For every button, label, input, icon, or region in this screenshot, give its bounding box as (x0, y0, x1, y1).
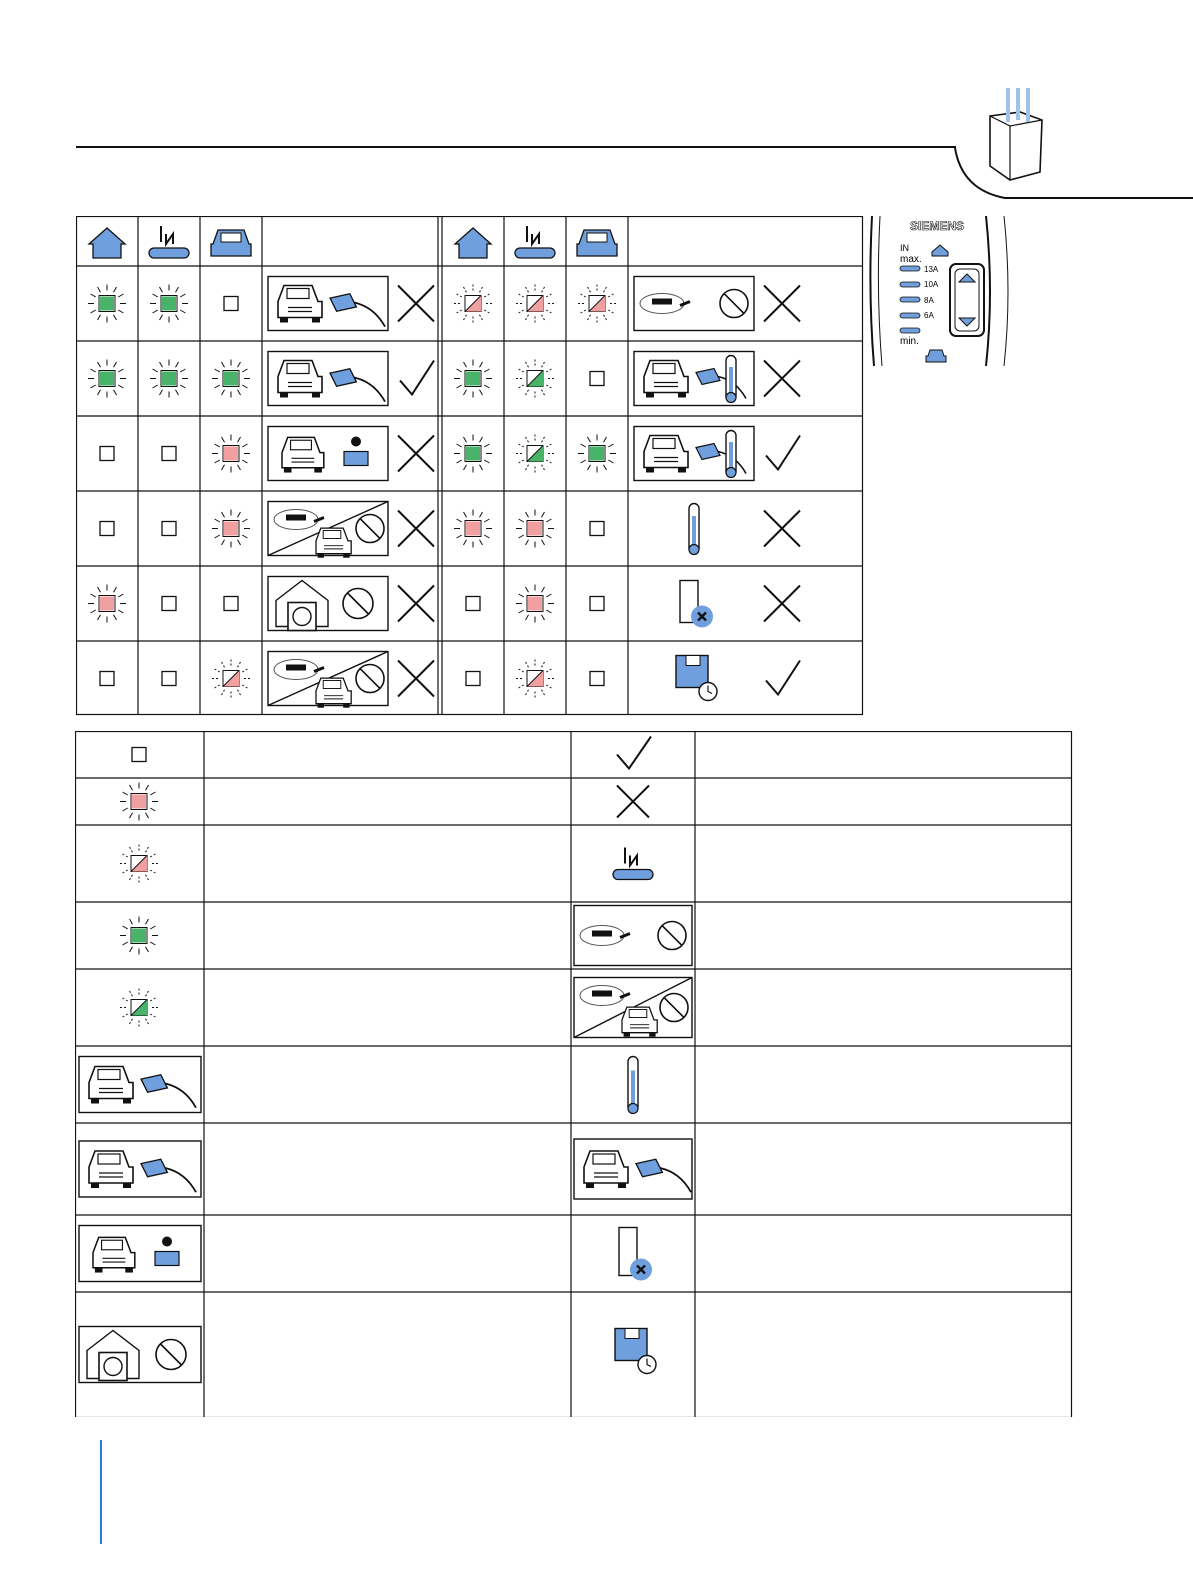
lamp-red-half-icon (120, 845, 158, 883)
lamp-green-flash-icon (454, 435, 492, 473)
lamp-off-icon (162, 522, 176, 536)
lamp-off-icon (162, 447, 176, 461)
car-icon (211, 230, 251, 256)
level-8a: 8A (924, 296, 934, 305)
thermo-illustration (689, 504, 699, 555)
lamp-off-icon (224, 597, 238, 611)
level-13a: 13A (924, 265, 939, 274)
cable-no-illustration (574, 906, 692, 966)
cross-icon (398, 661, 434, 697)
lamp-green-flash-icon (150, 360, 188, 398)
cross-illustration (617, 786, 649, 818)
device-error-illustration (680, 581, 713, 628)
check-illustration (617, 737, 651, 769)
lamp-off-icon (466, 597, 480, 611)
lamp-red-half-icon (212, 660, 250, 698)
in-button-icon (515, 226, 555, 258)
cross-icon (764, 286, 800, 322)
save-clock-illustration (676, 656, 717, 701)
lamp-red-half-icon (516, 285, 554, 323)
lamp-off-icon (100, 672, 114, 686)
cable-no-illustration (634, 277, 754, 331)
in-button-icon (613, 848, 653, 880)
car-plug-thermo-illustration (634, 427, 754, 481)
car-battery-illustration (79, 1226, 201, 1282)
cable-car-no-illustration (574, 978, 692, 1038)
car-plug-illustration (268, 277, 388, 331)
cable-car-no-illustration (268, 652, 388, 708)
lamp-off-icon (590, 522, 604, 536)
in-button-icon (149, 226, 189, 258)
lamp-off-icon (466, 672, 480, 686)
lamp-green-flash-icon (120, 917, 158, 955)
cross-icon (764, 511, 800, 547)
level-indicators (900, 265, 939, 333)
car-plug-faded-illustration (574, 1139, 692, 1199)
header-rule (76, 146, 956, 148)
home-icon (89, 228, 125, 258)
car-plug-charging-illustration (268, 352, 388, 406)
thermo-illustration (628, 1057, 638, 1114)
cable-car-no-illustration (268, 502, 388, 558)
lamp-red-flash-icon (212, 435, 250, 473)
cross-icon (398, 586, 434, 622)
lamp-green-flash-icon (578, 435, 616, 473)
cross-icon (398, 286, 434, 322)
lamp-red-half-icon (578, 285, 616, 323)
car-icon (577, 230, 617, 256)
save-clock-illustration (615, 1329, 656, 1374)
cross-icon (764, 586, 800, 622)
car-plug-illustration (79, 1057, 201, 1113)
device-control-panel (866, 216, 1016, 368)
car-plug-thermo-illustration (634, 352, 754, 406)
device-error-illustration (619, 1228, 652, 1281)
footer-accent-line (100, 1440, 102, 1544)
current-adjust-buttons[interactable] (950, 264, 984, 336)
lamp-red-half-icon (454, 285, 492, 323)
lamp-green-half-icon (120, 989, 158, 1027)
cross-icon (398, 436, 434, 472)
lamp-off-icon (132, 748, 146, 762)
level-6a: 6A (924, 311, 934, 320)
lamp-off-icon (162, 672, 176, 686)
car-plug-charging-illustration (79, 1141, 201, 1197)
lamp-off-icon (590, 597, 604, 611)
in-button-illustration (613, 848, 653, 880)
lamp-red-flash-icon (88, 585, 126, 623)
lamp-red-half-icon (516, 660, 554, 698)
lamp-off-icon (224, 297, 238, 311)
lamp-green-flash-icon (88, 285, 126, 323)
lamp-off-icon (162, 597, 176, 611)
car-icon (926, 350, 946, 362)
lamp-green-flash-icon (454, 360, 492, 398)
device-box-icon (990, 88, 1042, 180)
lamp-red-flash-icon (212, 510, 250, 548)
cross-icon (398, 511, 434, 547)
lamp-red-flash-icon (516, 585, 554, 623)
check-icon (766, 661, 800, 695)
lamp-red-flash-icon (454, 510, 492, 548)
lamp-off-icon (590, 672, 604, 686)
status-table (76, 216, 864, 716)
lamp-green-half-icon (516, 360, 554, 398)
lamp-red-flash-icon (120, 783, 158, 821)
lamp-green-flash-icon (212, 360, 250, 398)
panel-min-label: min. (900, 336, 919, 347)
lamp-green-flash-icon (150, 285, 188, 323)
corner-illustration (950, 60, 1193, 220)
cross-icon (764, 361, 800, 397)
lamp-off-icon (100, 447, 114, 461)
lamp-red-flash-icon (516, 510, 554, 548)
panel-brand: SIEMENS (910, 219, 965, 233)
home-icon (455, 228, 491, 258)
lamp-green-half-icon (516, 435, 554, 473)
lamp-off-icon (100, 522, 114, 536)
legend-table (75, 731, 1073, 1417)
panel-in-label: IN (900, 243, 909, 253)
home-icon (932, 245, 948, 256)
level-10a: 10A (924, 280, 939, 289)
house-socket-no-illustration (79, 1327, 201, 1383)
car-battery-illustration (268, 427, 388, 481)
panel-max-label: max. (900, 254, 922, 265)
lamp-green-flash-icon (88, 360, 126, 398)
lamp-off-icon (590, 372, 604, 386)
check-icon (766, 436, 800, 470)
house-socket-no-illustration (268, 577, 388, 631)
check-icon (400, 361, 434, 395)
